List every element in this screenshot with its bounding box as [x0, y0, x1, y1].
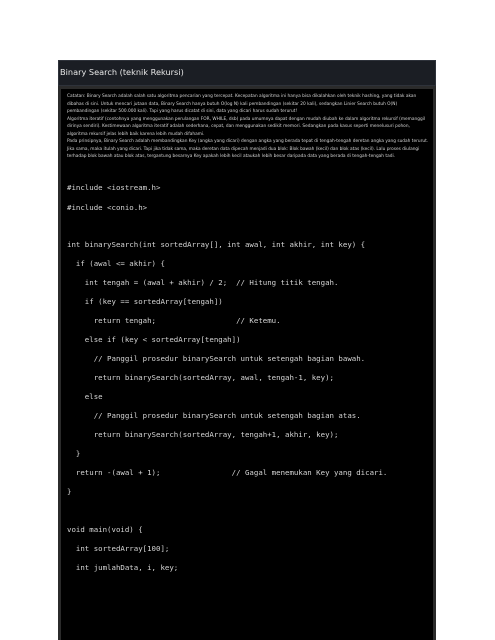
code-line: #include <iostream.h> [67, 183, 161, 192]
notes-paragraph: Algoritma iteratif (contohnya yang menggunakan perulangan FOR, WHILE, dsb) pada umumnya dapat dengan mudah diubah ke dalam algoritma rekursif (memanggil dirinya sendiri). Kestimewaan algoritma iteratif adalah sederhana, cepat, dan menggunakan sedikit memori. Sedangkan pada kasus seperti menelusuri pohon, algoritma rekursif jelas lebih baik karena lebih mudah difahami. [67, 116, 426, 137]
code-line: return tengah; // Ketemu. [67, 316, 281, 325]
notes-paragraph: Catatan: Binary Search adalah salah satu algoritma pencarian yang tercepat. Kecepatan algoritma ini hanya bisa dikalahkan oleh teknik hashing, yang tidak akan dibahas di sini. Untuk mencari jutaan data, Binary Search hanya butuh O(log N) kali pembandingan (sekitar 20 kali), sedangkan Linier Search butuh O(N) pembandingan (sekitar 500.000 kali). Tapi yang harus dicatat di sini, data yang dicari harus sudah terurut! [67, 94, 417, 114]
code-line: if (key == sortedArray[tengah]) [67, 297, 223, 306]
code-line: return binarySearch(sortedArray, awal, tengah-1, key); [67, 373, 334, 382]
code-line: int jumlahData, i, key; [67, 563, 179, 572]
code-line: else [67, 392, 103, 401]
code-line: int tengah = (awal + akhir) / 2; // Hitung titik tengah. [67, 278, 339, 287]
code-line: else if (key < sortedArray[tengah]) [67, 335, 241, 344]
code-line: return -(awal + 1); // Gagal menemukan Key yang dicari. [67, 468, 388, 477]
code-line: // Panggil prosedur binarySearch untuk setengah bagian atas. [67, 411, 361, 420]
code-line: void main(void) { [67, 525, 143, 534]
content-panel [58, 86, 436, 640]
code-line: int sortedArray[100]; [67, 544, 170, 553]
notes-block [67, 93, 430, 161]
code-line: if (awal <= akhir) { [67, 259, 165, 268]
code-line: return binarySearch(sortedArray, tengah+1, akhir, key); [67, 430, 339, 439]
notes-paragraph: Pada prinsipnya, Binary Search adalah membandingkan Key (angka yang dicari) dengan angka yang berada tepat di tengah-tengah deretan angka yang sudah terurut. Jika sama, maka itulah yang dicari. Tapi jika tidak sama, maka deretan data dipecah menjadi dua blok: Blok bawah (kecil) dan blok atas (kecil). Lalu proses diulangi terhadap blok bawah atau blok atas, tergantung besarnya Key apakah lebih kecil ataukah lebih besar daripada data yang berada di tengah-tengah tadi. [67, 139, 429, 159]
code-line: } [67, 449, 81, 458]
page-title: Binary Search (teknik Rekursi) [60, 67, 184, 77]
code-line: int binarySearch(int sortedArray[], int awal, int akhir, int key) { [67, 240, 366, 249]
code-line: // Panggil prosedur binarySearch untuk setengah bagian bawah. [67, 354, 366, 363]
content-panel-inner [61, 89, 433, 640]
code-line: } [67, 487, 72, 496]
code-line: #include <conio.h> [67, 203, 148, 212]
title-bar [58, 60, 436, 86]
